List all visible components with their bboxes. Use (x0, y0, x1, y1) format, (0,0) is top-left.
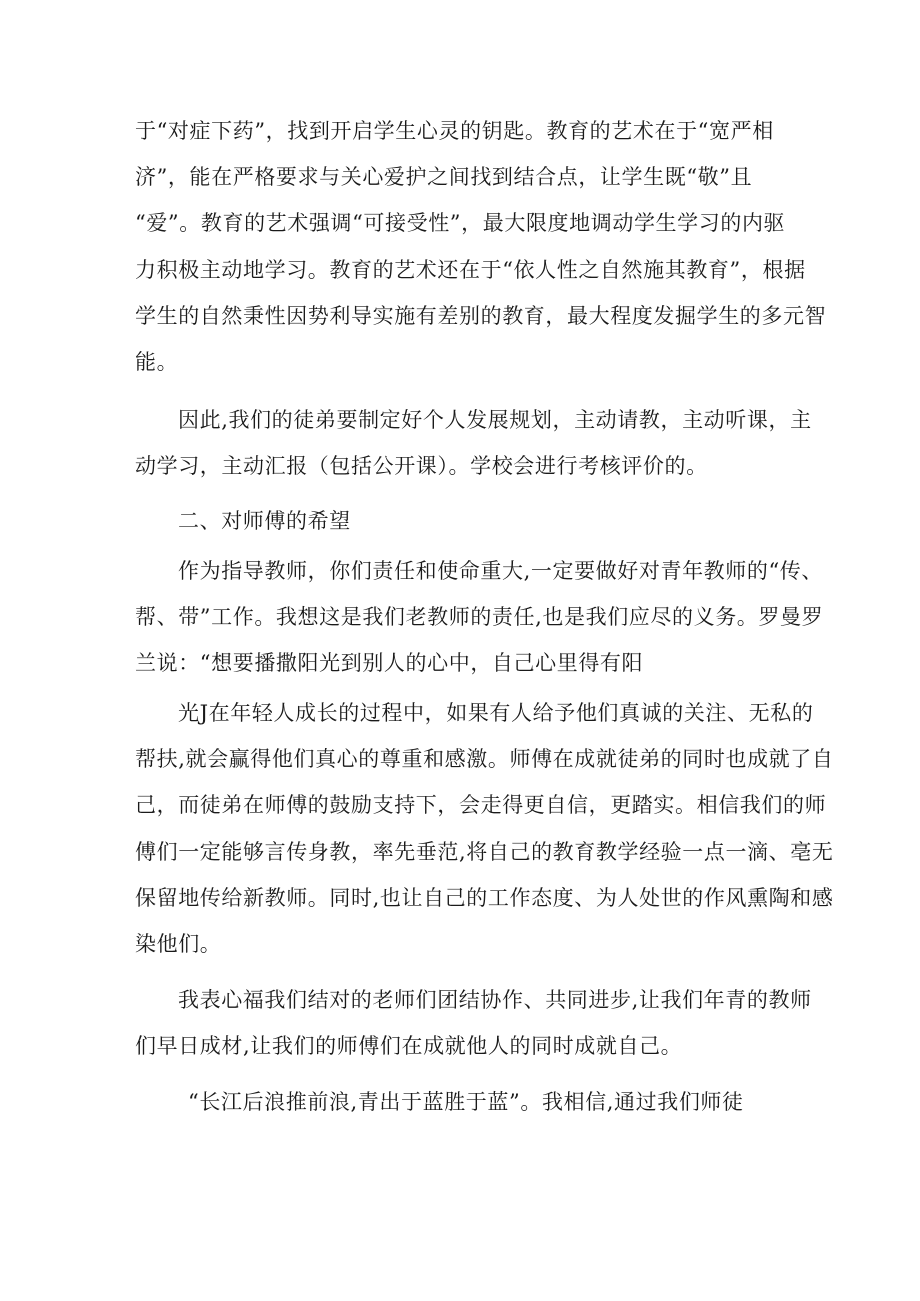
text-line: 学生的自然秉性因势利导实施有差别的教育，最大程度发掘学生的多元智 (135, 304, 827, 328)
text-line: 帮扶,就会赢得他们真心的尊重和感激。师傅在成就徒弟的同时也成就了自 (135, 747, 834, 771)
text-line: 傅们一定能够言传身教，率先垂范,将自己的教育教学经验一点一滴、亳无 (135, 840, 834, 864)
text-line: 染他们。 (135, 932, 222, 956)
text-line: 力积极主动地学习。教育的艺术还在于“依人性之自然施其教育”，根据 (135, 258, 806, 282)
text-line: 己，而徒弟在师傅的鼓励支持下，会走得更自信，更踏实。相信我们的师 (135, 793, 827, 817)
text-line: 因此,我们的徒弟要制定好个人发展规划，主动请教，主动听课，主 (178, 408, 812, 432)
text-line: 于“对症下药”，找到开启学生心灵的钥匙。教育的艺术在于“宽严相 (135, 119, 774, 143)
text-line: 作为指导教师，你们责任和使命重大,一定要做好对青年教师的“传、 (178, 559, 824, 583)
text-line: 我表心福我们结对的老师们团结协作、共同进步,让我们年青的教师 (178, 988, 812, 1012)
section-heading: 二、对师傅的希望 (178, 509, 351, 533)
text-line: 帮、带”工作。我想这是我们老教师的责任,也是我们应尽的义务。罗曼罗 (135, 605, 824, 629)
text-line: 济”，能在严格要求与关心爱护之间找到结合点，让学生既“敬”且 (135, 165, 753, 189)
text-line: 能。 (135, 350, 179, 374)
text-line: 保留地传给新教师。同时,也让自己的工作态度、为人处世的作风熏陶和感 (135, 886, 834, 910)
text-line: “长江后浪推前浪,青出于蓝胜于蓝”。我相信,通过我们师徒 (188, 1090, 744, 1114)
text-line: 们早日成材,让我们的师傅们在成就他人的同时成就自己。 (135, 1034, 683, 1058)
text-line: 兰说：“想要播撒阳光到别人的心中，自己心里得有阳 (135, 651, 644, 675)
text-line: 光J在年轻人成长的过程中，如果有人给予他们真诚的关注、无私的 (178, 701, 814, 725)
text-line: 动学习，主动汇报（包括公开课）。学校会进行考核评价的。 (135, 454, 708, 478)
text-line: “爱”。教育的艺术强调“可接受性”，最大限度地调动学生学习的内驱 (135, 211, 786, 235)
